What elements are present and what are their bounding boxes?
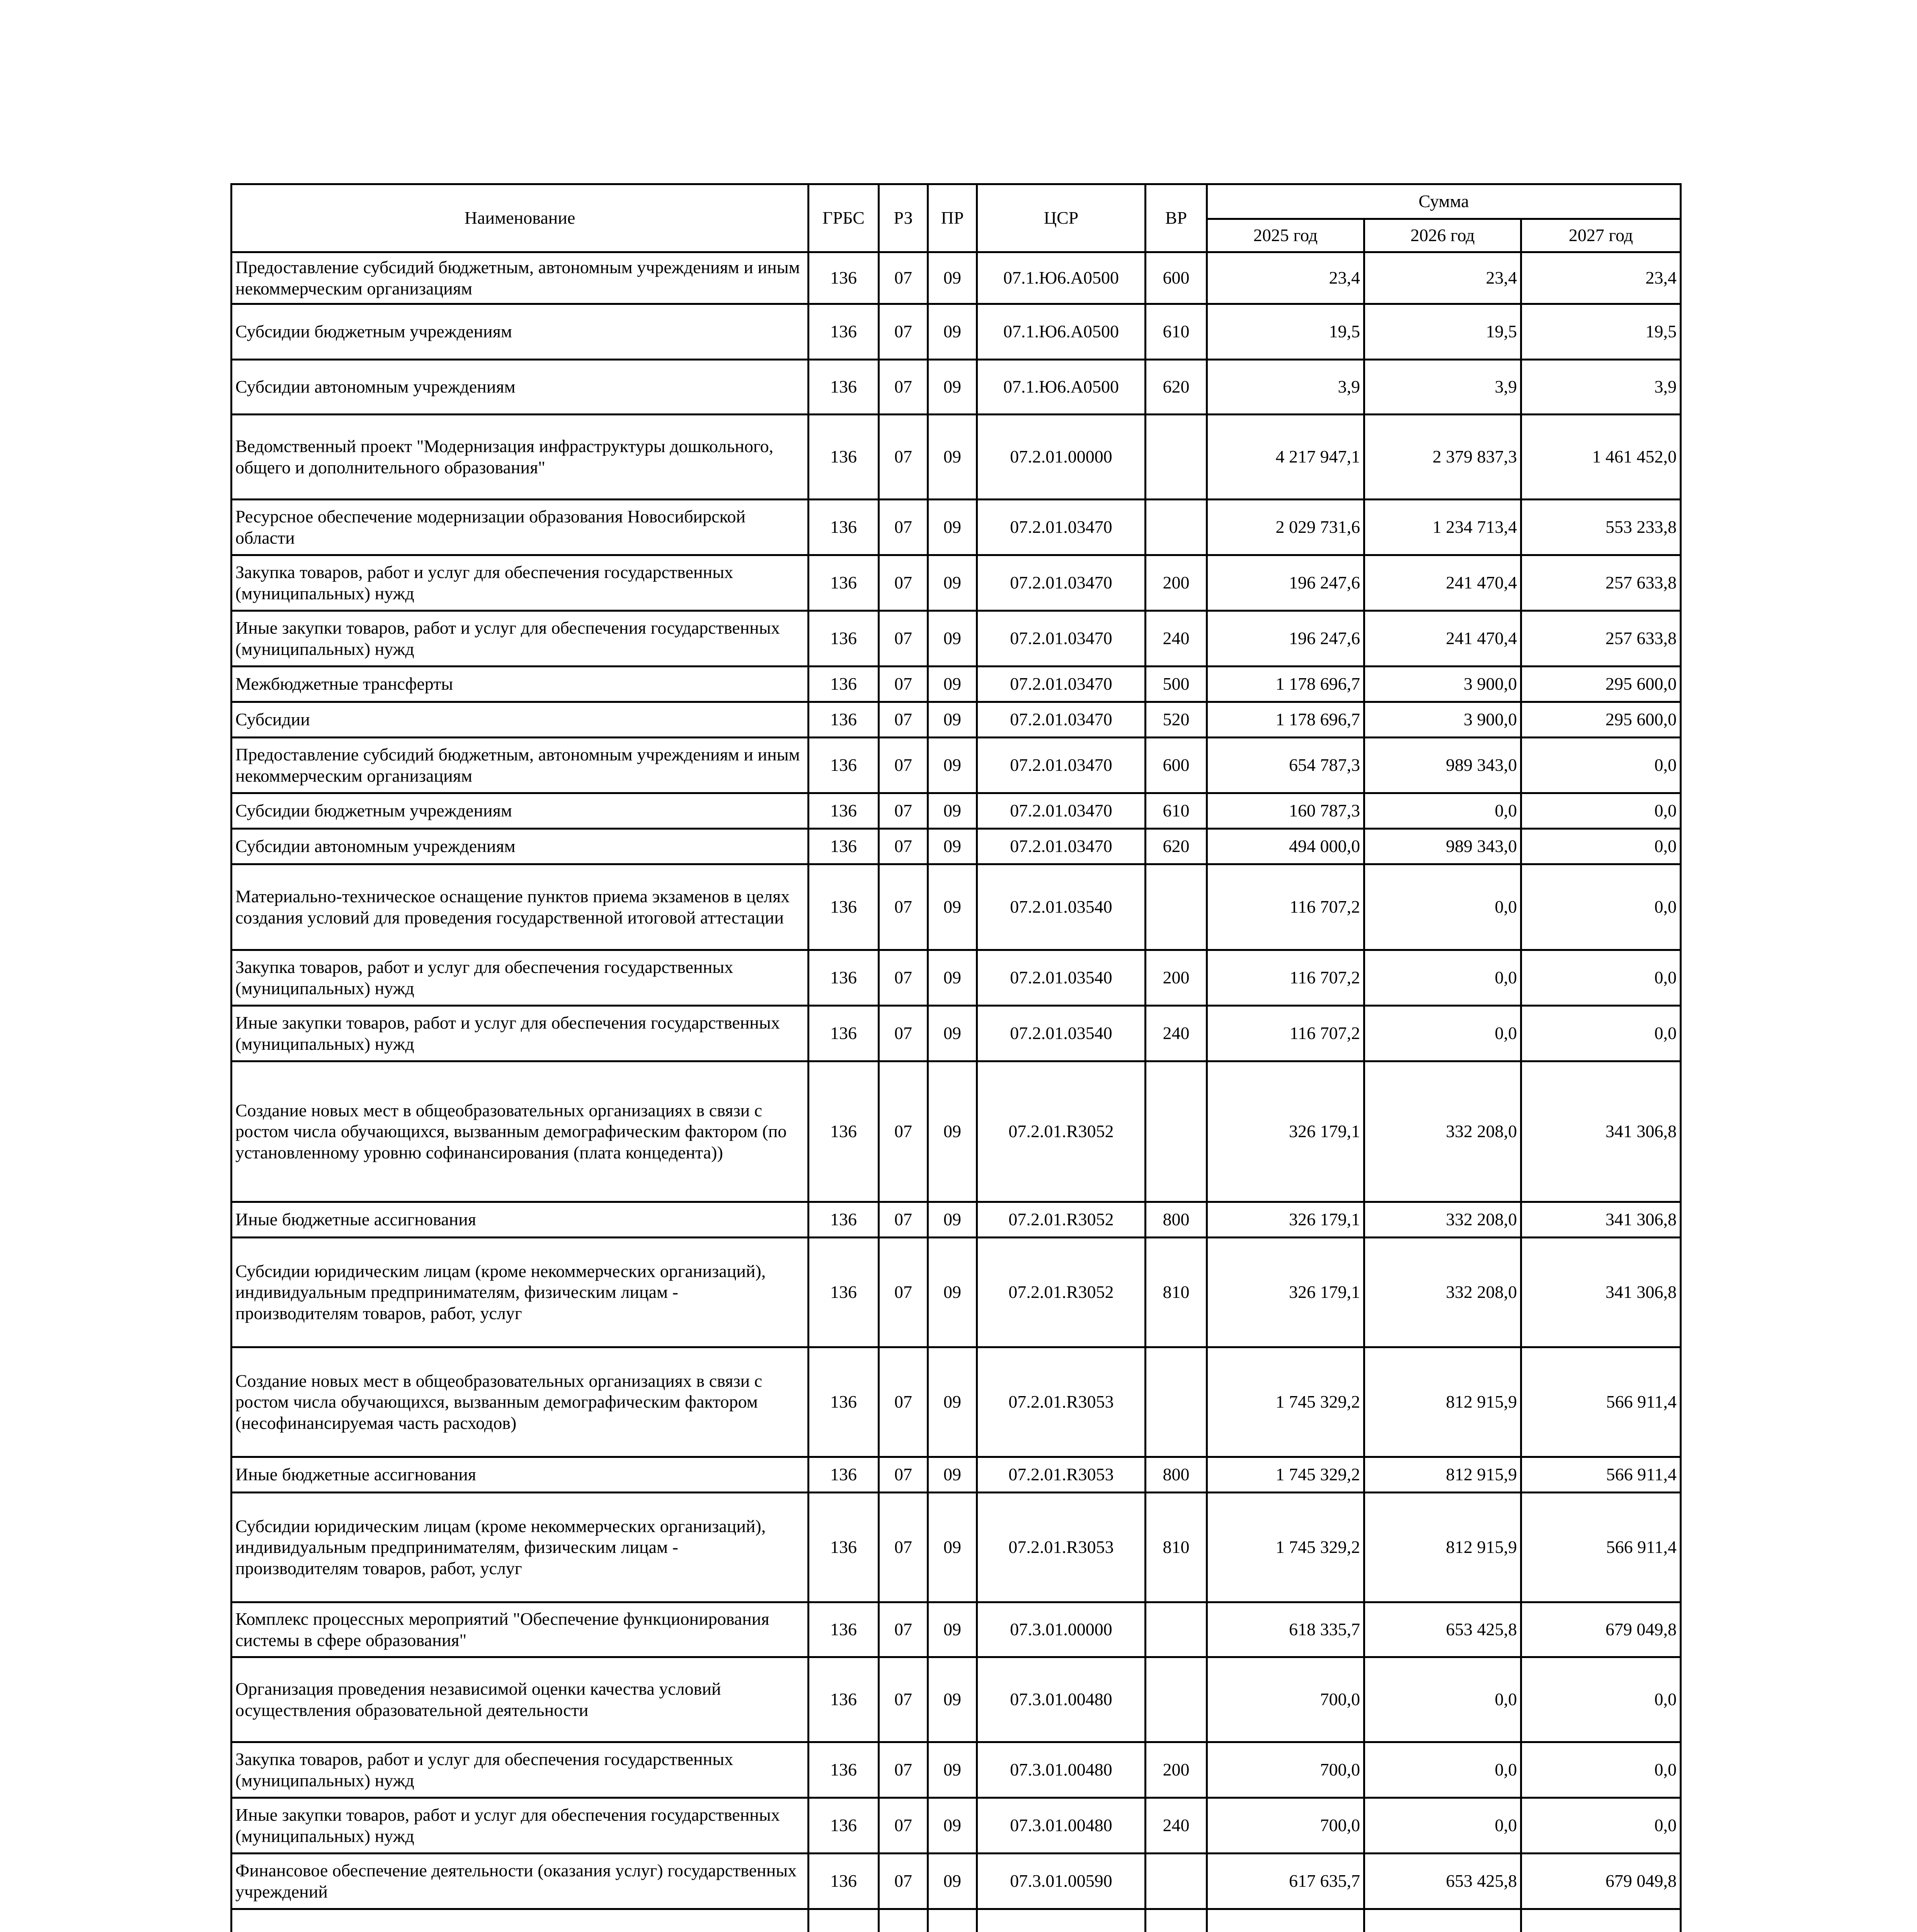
cell-pr: 09 xyxy=(928,1347,977,1457)
cell-sum-2027: 341 306,8 xyxy=(1521,1202,1681,1238)
cell-sum-2025: 1 745 329,2 xyxy=(1207,1457,1364,1493)
cell-pr: 09 xyxy=(928,1061,977,1202)
cell-rz: 07 xyxy=(879,304,928,360)
cell-rz: 07 xyxy=(879,738,928,793)
cell-csr: 07.3.01.00480 xyxy=(977,1657,1146,1742)
cell-pr: 09 xyxy=(928,555,977,611)
cell-rz: 07 xyxy=(879,252,928,304)
cell-rz: 07 xyxy=(879,1798,928,1854)
cell-name: Субсидии бюджетным учреждениям xyxy=(232,304,809,360)
cell-sum-2025: 116 707,2 xyxy=(1207,1006,1364,1061)
cell-sum-2025: 2 029 731,6 xyxy=(1207,500,1364,555)
cell-grbs: 136 xyxy=(809,1493,879,1602)
cell-pr: 09 xyxy=(928,1457,977,1493)
cell-sum-2025: 3,9 xyxy=(1207,360,1364,415)
cell-sum-2026: 2 379 837,3 xyxy=(1364,415,1521,500)
cell-vr: 500 xyxy=(1146,667,1207,702)
table-row xyxy=(232,1657,1681,1742)
cell-sum-2026: 812 915,9 xyxy=(1364,1347,1521,1457)
cell-name: Финансовое обеспечение деятельности (оказания услуг) государственных учреждений xyxy=(232,1854,809,1909)
cell-rz: 07 xyxy=(879,555,928,611)
cell-name: Предоставление субсидий бюджетным, автономным учреждениям и иным некоммерческим организациям xyxy=(232,738,809,793)
cell-csr: 07.2.01.R3052 xyxy=(977,1061,1146,1202)
cell-rz: 07 xyxy=(879,829,928,864)
cell-sum-2025: 1 178 696,7 xyxy=(1207,702,1364,738)
cell-pr: 09 xyxy=(928,1006,977,1061)
cell-vr xyxy=(1146,1657,1207,1742)
cell-name: Ресурсное обеспечение модернизации образования Новосибирской области xyxy=(232,500,809,555)
cell-rz: 07 xyxy=(879,1854,928,1909)
cell-grbs: 136 xyxy=(809,415,879,500)
cell-grbs: 136 xyxy=(809,1854,879,1909)
cell-sum-2027: 257 633,8 xyxy=(1521,611,1681,667)
cell-sum-2025: 326 179,1 xyxy=(1207,1202,1364,1238)
cell-rz: 07 xyxy=(879,667,928,702)
cell-sum-2027: 566 911,4 xyxy=(1521,1493,1681,1602)
cell-grbs: 136 xyxy=(809,500,879,555)
cell-sum-2027: 0,0 xyxy=(1521,1006,1681,1061)
cell-pr: 09 xyxy=(928,667,977,702)
cell-sum-2027: 0,0 xyxy=(1521,1657,1681,1742)
cell-name: Материально-техническое оснащение пунктов приема экзаменов в целях создания условий для проведения государственной итоговой аттестации xyxy=(232,864,809,950)
cell-grbs: 136 xyxy=(809,1061,879,1202)
cell-pr: 09 xyxy=(928,793,977,829)
cell-vr: 610 xyxy=(1146,793,1207,829)
cell-sum-2026: 332 208,0 xyxy=(1364,1202,1521,1238)
cell-sum-2026: 0,0 xyxy=(1364,864,1521,950)
cell-name: Субсидии xyxy=(232,702,809,738)
cell-rz: 07 xyxy=(879,1202,928,1238)
cell-name: Иные закупки товаров, работ и услуг для обеспечения государственных (муниципальных) нужд xyxy=(232,1006,809,1061)
cell-sum-2026: 812 915,9 xyxy=(1364,1493,1521,1602)
cell-grbs: 136 xyxy=(809,793,879,829)
cell-grbs: 136 xyxy=(809,1602,879,1657)
cell-grbs: 136 xyxy=(809,864,879,950)
cell-sum-2027: 23,4 xyxy=(1521,252,1681,304)
header-grbs: ГРБС xyxy=(809,184,879,252)
header-pr: ПР xyxy=(928,184,977,252)
cell-vr: 600 xyxy=(1146,738,1207,793)
header-vr: ВР xyxy=(1146,184,1207,252)
cell-rz: 07 xyxy=(879,1238,928,1347)
cell-sum-2027: 679 049,8 xyxy=(1521,1854,1681,1909)
cell-csr: 07.2.01.03540 xyxy=(977,864,1146,950)
cell-rz: 07 xyxy=(879,1061,928,1202)
cell-rz: 07 xyxy=(879,793,928,829)
cell-pr: 09 xyxy=(928,950,977,1006)
table-row xyxy=(232,304,1681,360)
cell-csr: 07.3.01.00590 xyxy=(977,1854,1146,1909)
cell-vr: 520 xyxy=(1146,702,1207,738)
cell-grbs: 136 xyxy=(809,702,879,738)
cell-rz: 07 xyxy=(879,702,928,738)
cell-sum-2026 xyxy=(1364,1909,1521,1932)
cell-grbs: 136 xyxy=(809,252,879,304)
cell-sum-2025: 1 178 696,7 xyxy=(1207,667,1364,702)
cell-sum-2027: 257 633,8 xyxy=(1521,555,1681,611)
cell-pr: 09 xyxy=(928,1854,977,1909)
table-row xyxy=(232,738,1681,793)
cell-sum-2025: 1 745 329,2 xyxy=(1207,1347,1364,1457)
cell-pr: 09 xyxy=(928,360,977,415)
cell-sum-2025: 23,4 xyxy=(1207,252,1364,304)
cell-rz: 07 xyxy=(879,864,928,950)
cell-grbs: 136 xyxy=(809,950,879,1006)
cell-sum-2025: 4 217 947,1 xyxy=(1207,415,1364,500)
cell-sum-2025: 326 179,1 xyxy=(1207,1061,1364,1202)
cell-sum-2026: 23,4 xyxy=(1364,252,1521,304)
cell-sum-2025: 700,0 xyxy=(1207,1798,1364,1854)
cell-csr: 07.2.01.R3053 xyxy=(977,1347,1146,1457)
cell-rz xyxy=(879,1909,928,1932)
cell-vr: 240 xyxy=(1146,1798,1207,1854)
cell-vr: 240 xyxy=(1146,1006,1207,1061)
cell-vr: 620 xyxy=(1146,360,1207,415)
table-row xyxy=(232,360,1681,415)
cell-sum-2027: 341 306,8 xyxy=(1521,1238,1681,1347)
cell-name: Предоставление субсидий бюджетным, автономным учреждениям и иным некоммерческим организациям xyxy=(232,252,809,304)
cell-sum-2025: 116 707,2 xyxy=(1207,864,1364,950)
cell-pr: 09 xyxy=(928,304,977,360)
table-row xyxy=(232,1238,1681,1347)
cell-name: Ведомственный проект "Модернизация инфраструктуры дошкольного, общего и дополнительного образования" xyxy=(232,415,809,500)
cell-sum-2025: 1 745 329,2 xyxy=(1207,1493,1364,1602)
cell-sum-2026: 653 425,8 xyxy=(1364,1854,1521,1909)
cell-grbs: 136 xyxy=(809,304,879,360)
cell-rz: 07 xyxy=(879,1657,928,1742)
cell-rz: 07 xyxy=(879,611,928,667)
cell-csr: 07.1.Ю6.А0500 xyxy=(977,360,1146,415)
cell-csr: 07.2.01.R3052 xyxy=(977,1238,1146,1347)
cell-grbs: 136 xyxy=(809,738,879,793)
cell-csr: 07.3.01.00480 xyxy=(977,1798,1146,1854)
cell-csr: 07.1.Ю6.А0500 xyxy=(977,304,1146,360)
cell-sum-2026: 989 343,0 xyxy=(1364,738,1521,793)
cell-sum-2025: 116 707,2 xyxy=(1207,950,1364,1006)
cell-sum-2026: 0,0 xyxy=(1364,793,1521,829)
cell-grbs: 136 xyxy=(809,829,879,864)
cell-name: Создание новых мест в общеобразовательных организациях в связи с ростом числа обучающихся, вызванным демографическим фактором (по установленному уровню софинансирования (плата концедента)) xyxy=(232,1061,809,1202)
cell-pr: 09 xyxy=(928,1742,977,1798)
cell-vr: 200 xyxy=(1146,950,1207,1006)
cell-grbs: 136 xyxy=(809,1347,879,1457)
cell-sum-2025: 196 247,6 xyxy=(1207,611,1364,667)
cell-vr: 800 xyxy=(1146,1457,1207,1493)
cell-sum-2025: 19,5 xyxy=(1207,304,1364,360)
table-row xyxy=(232,667,1681,702)
table-row xyxy=(232,1202,1681,1238)
cell-sum-2025: 326 179,1 xyxy=(1207,1238,1364,1347)
cell-rz: 07 xyxy=(879,1602,928,1657)
table-row xyxy=(232,1798,1681,1854)
cell-rz: 07 xyxy=(879,950,928,1006)
cell-csr: 07.2.01.03470 xyxy=(977,702,1146,738)
cell-sum-2027: 566 911,4 xyxy=(1521,1457,1681,1493)
cell-csr xyxy=(977,1909,1146,1932)
cell-rz: 07 xyxy=(879,415,928,500)
table-row xyxy=(232,1909,1681,1932)
cell-grbs: 136 xyxy=(809,555,879,611)
cell-sum-2026: 0,0 xyxy=(1364,1742,1521,1798)
cell-grbs: 136 xyxy=(809,1742,879,1798)
cell-name: Субсидии юридическим лицам (кроме некоммерческих организаций), индивидуальным предпринимателям, физическим лицам - производителям товаров, работ, услуг xyxy=(232,1493,809,1602)
cell-grbs xyxy=(809,1909,879,1932)
cell-vr: 610 xyxy=(1146,304,1207,360)
cell-vr: 240 xyxy=(1146,611,1207,667)
cell-sum-2025 xyxy=(1207,1909,1364,1932)
table-row xyxy=(232,829,1681,864)
table-row xyxy=(232,500,1681,555)
cell-vr xyxy=(1146,1347,1207,1457)
cell-rz: 07 xyxy=(879,500,928,555)
cell-sum-2025: 700,0 xyxy=(1207,1742,1364,1798)
cell-grbs: 136 xyxy=(809,1006,879,1061)
cell-sum-2026: 332 208,0 xyxy=(1364,1061,1521,1202)
cell-sum-2025: 196 247,6 xyxy=(1207,555,1364,611)
cell-sum-2025: 654 787,3 xyxy=(1207,738,1364,793)
cell-vr: 620 xyxy=(1146,829,1207,864)
cell-csr: 07.2.01.R3052 xyxy=(977,1202,1146,1238)
cell-name: Иные бюджетные ассигнования xyxy=(232,1202,809,1238)
cell-csr: 07.3.01.00480 xyxy=(977,1742,1146,1798)
cell-name: Создание новых мест в общеобразовательных организациях в связи с ростом числа обучающихся, вызванным демографическим фактором (несофинансируемая часть расходов) xyxy=(232,1347,809,1457)
cell-vr xyxy=(1146,1854,1207,1909)
cell-vr: 810 xyxy=(1146,1238,1207,1347)
cell-pr: 09 xyxy=(928,1798,977,1854)
cell-sum-2027: 0,0 xyxy=(1521,1798,1681,1854)
cell-sum-2026: 19,5 xyxy=(1364,304,1521,360)
cell-pr: 09 xyxy=(928,738,977,793)
header-year-2026: 2026 год xyxy=(1364,219,1521,252)
cell-name xyxy=(232,1909,809,1932)
cell-grbs: 136 xyxy=(809,1238,879,1347)
cell-sum-2027: 0,0 xyxy=(1521,829,1681,864)
cell-pr: 09 xyxy=(928,1238,977,1347)
cell-csr: 07.2.01.03540 xyxy=(977,950,1146,1006)
cell-sum-2026: 989 343,0 xyxy=(1364,829,1521,864)
cell-sum-2026: 241 470,4 xyxy=(1364,555,1521,611)
cell-sum-2026: 3,9 xyxy=(1364,360,1521,415)
cell-csr: 07.2.01.03470 xyxy=(977,793,1146,829)
table-row xyxy=(232,1347,1681,1457)
cell-name: Субсидии автономным учреждениям xyxy=(232,829,809,864)
header-sum: Сумма xyxy=(1207,184,1681,219)
cell-name: Субсидии бюджетным учреждениям xyxy=(232,793,809,829)
cell-vr xyxy=(1146,1061,1207,1202)
header-year-2027: 2027 год xyxy=(1521,219,1681,252)
table-row xyxy=(232,1493,1681,1602)
cell-csr: 07.2.01.R3053 xyxy=(977,1493,1146,1602)
cell-name: Организация проведения независимой оценки качества условий осуществления образовательной деятельности xyxy=(232,1657,809,1742)
budget-table xyxy=(230,183,1682,1932)
cell-csr: 07.2.01.03470 xyxy=(977,555,1146,611)
cell-sum-2027 xyxy=(1521,1909,1681,1932)
cell-csr: 07.2.01.03470 xyxy=(977,611,1146,667)
cell-sum-2026: 812 915,9 xyxy=(1364,1457,1521,1493)
cell-name: Субсидии юридическим лицам (кроме некоммерческих организаций), индивидуальным предпринимателям, физическим лицам - производителям товаров, работ, услуг xyxy=(232,1238,809,1347)
table-row xyxy=(232,1061,1681,1202)
cell-csr: 07.2.01.00000 xyxy=(977,415,1146,500)
cell-pr: 09 xyxy=(928,252,977,304)
cell-vr xyxy=(1146,415,1207,500)
cell-sum-2027: 0,0 xyxy=(1521,950,1681,1006)
cell-sum-2027: 295 600,0 xyxy=(1521,667,1681,702)
cell-vr: 200 xyxy=(1146,555,1207,611)
cell-name: Закупка товаров, работ и услуг для обеспечения государственных (муниципальных) нужд xyxy=(232,950,809,1006)
cell-sum-2026: 0,0 xyxy=(1364,950,1521,1006)
cell-vr: 600 xyxy=(1146,252,1207,304)
cell-sum-2027: 1 461 452,0 xyxy=(1521,415,1681,500)
cell-vr xyxy=(1146,1909,1207,1932)
cell-grbs: 136 xyxy=(809,611,879,667)
cell-sum-2026: 3 900,0 xyxy=(1364,667,1521,702)
cell-grbs: 136 xyxy=(809,1657,879,1742)
cell-pr: 09 xyxy=(928,702,977,738)
table-row xyxy=(232,415,1681,500)
table-row xyxy=(232,1457,1681,1493)
cell-sum-2026: 332 208,0 xyxy=(1364,1238,1521,1347)
cell-name: Комплекс процессных мероприятий "Обеспечение функционирования системы в сфере образования" xyxy=(232,1602,809,1657)
cell-rz: 07 xyxy=(879,360,928,415)
cell-sum-2027: 3,9 xyxy=(1521,360,1681,415)
cell-sum-2027: 0,0 xyxy=(1521,793,1681,829)
cell-grbs: 136 xyxy=(809,360,879,415)
cell-csr: 07.2.01.03540 xyxy=(977,1006,1146,1061)
cell-sum-2026: 241 470,4 xyxy=(1364,611,1521,667)
cell-name: Субсидии автономным учреждениям xyxy=(232,360,809,415)
table-row xyxy=(232,702,1681,738)
cell-csr: 07.2.01.R3053 xyxy=(977,1457,1146,1493)
cell-sum-2026: 0,0 xyxy=(1364,1798,1521,1854)
cell-vr xyxy=(1146,500,1207,555)
table-row xyxy=(232,793,1681,829)
cell-sum-2025: 618 335,7 xyxy=(1207,1602,1364,1657)
cell-vr xyxy=(1146,864,1207,950)
cell-grbs: 136 xyxy=(809,1798,879,1854)
cell-grbs: 136 xyxy=(809,667,879,702)
cell-pr: 09 xyxy=(928,500,977,555)
cell-sum-2027: 0,0 xyxy=(1521,738,1681,793)
header-csr: ЦСР xyxy=(977,184,1146,252)
table-row xyxy=(232,1742,1681,1798)
cell-sum-2027: 341 306,8 xyxy=(1521,1061,1681,1202)
table-row xyxy=(232,1006,1681,1061)
cell-grbs: 136 xyxy=(809,1457,879,1493)
cell-sum-2025: 700,0 xyxy=(1207,1657,1364,1742)
cell-sum-2026: 653 425,8 xyxy=(1364,1602,1521,1657)
cell-sum-2027: 0,0 xyxy=(1521,864,1681,950)
header-year-2025: 2025 год xyxy=(1207,219,1364,252)
table-row xyxy=(232,252,1681,304)
cell-sum-2025: 494 000,0 xyxy=(1207,829,1364,864)
cell-sum-2027: 566 911,4 xyxy=(1521,1347,1681,1457)
cell-vr: 200 xyxy=(1146,1742,1207,1798)
cell-pr: 09 xyxy=(928,415,977,500)
cell-sum-2027: 0,0 xyxy=(1521,1742,1681,1798)
cell-sum-2027: 19,5 xyxy=(1521,304,1681,360)
cell-sum-2026: 0,0 xyxy=(1364,1657,1521,1742)
cell-name: Межбюджетные трансферты xyxy=(232,667,809,702)
cell-rz: 07 xyxy=(879,1742,928,1798)
cell-vr: 810 xyxy=(1146,1493,1207,1602)
cell-name: Иные закупки товаров, работ и услуг для обеспечения государственных (муниципальных) нужд xyxy=(232,1798,809,1854)
table-row xyxy=(232,950,1681,1006)
cell-csr: 07.2.01.03470 xyxy=(977,738,1146,793)
cell-sum-2026: 3 900,0 xyxy=(1364,702,1521,738)
cell-name: Закупка товаров, работ и услуг для обеспечения государственных (муниципальных) нужд xyxy=(232,555,809,611)
cell-pr: 09 xyxy=(928,1493,977,1602)
cell-pr: 09 xyxy=(928,611,977,667)
table-row xyxy=(232,555,1681,611)
header-rz: РЗ xyxy=(879,184,928,252)
cell-sum-2027: 553 233,8 xyxy=(1521,500,1681,555)
cell-pr xyxy=(928,1909,977,1932)
cell-pr: 09 xyxy=(928,1657,977,1742)
table-header xyxy=(232,184,1681,252)
table-row xyxy=(232,1602,1681,1657)
cell-vr: 800 xyxy=(1146,1202,1207,1238)
cell-name: Иные бюджетные ассигнования xyxy=(232,1457,809,1493)
cell-name: Закупка товаров, работ и услуг для обеспечения государственных (муниципальных) нужд xyxy=(232,1742,809,1798)
cell-sum-2026: 1 234 713,4 xyxy=(1364,500,1521,555)
cell-sum-2026: 0,0 xyxy=(1364,1006,1521,1061)
cell-pr: 09 xyxy=(928,1602,977,1657)
table-body xyxy=(232,252,1681,1932)
cell-csr: 07.1.Ю6.А0500 xyxy=(977,252,1146,304)
cell-vr xyxy=(1146,1602,1207,1657)
cell-pr: 09 xyxy=(928,864,977,950)
cell-sum-2027: 295 600,0 xyxy=(1521,702,1681,738)
cell-rz: 07 xyxy=(879,1347,928,1457)
cell-csr: 07.2.01.03470 xyxy=(977,829,1146,864)
cell-rz: 07 xyxy=(879,1006,928,1061)
cell-sum-2025: 617 635,7 xyxy=(1207,1854,1364,1909)
cell-sum-2025: 160 787,3 xyxy=(1207,793,1364,829)
cell-grbs: 136 xyxy=(809,1202,879,1238)
cell-csr: 07.2.01.03470 xyxy=(977,667,1146,702)
cell-pr: 09 xyxy=(928,829,977,864)
table-row xyxy=(232,611,1681,667)
cell-name: Иные закупки товаров, работ и услуг для обеспечения государственных (муниципальных) нужд xyxy=(232,611,809,667)
cell-rz: 07 xyxy=(879,1493,928,1602)
cell-csr: 07.2.01.03470 xyxy=(977,500,1146,555)
cell-pr: 09 xyxy=(928,1202,977,1238)
cell-csr: 07.3.01.00000 xyxy=(977,1602,1146,1657)
table-row xyxy=(232,864,1681,950)
table-row xyxy=(232,1854,1681,1909)
header-name: Наименование xyxy=(232,184,809,252)
cell-sum-2027: 679 049,8 xyxy=(1521,1602,1681,1657)
cell-rz: 07 xyxy=(879,1457,928,1493)
